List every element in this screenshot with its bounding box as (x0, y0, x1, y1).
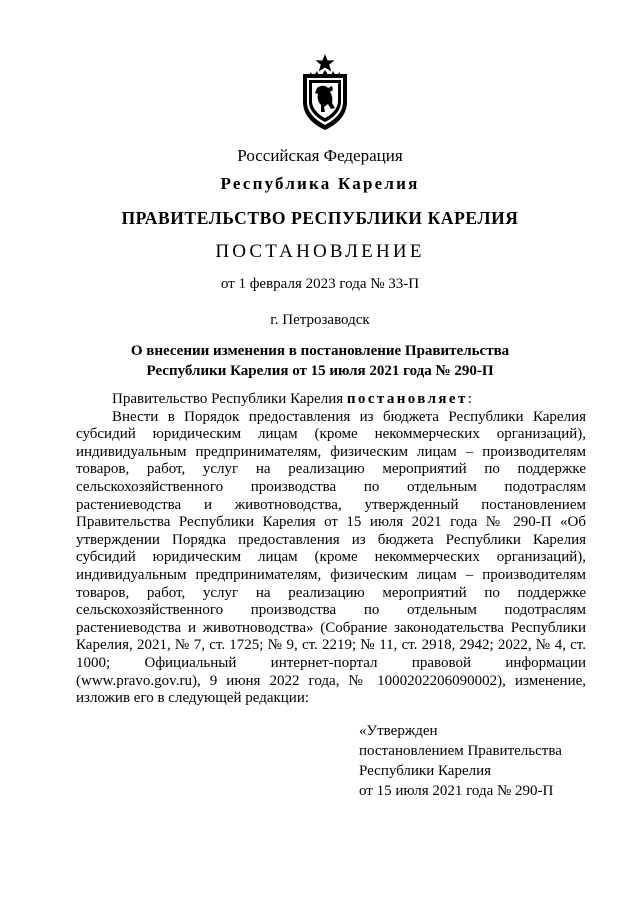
main-paragraph: Внести в Порядок предоставления из бюджета Республики Карелия субсидий юридическим лицам (кроме некоммерческих организаций), индивидуальным предпринимателям, физическим лицам – производителям товаров, работ, услуг на реализацию мероприятий по поддержке сельскохозяйственного производства по отдельным подотраслям растениеводства и животноводства, утвержденный постановлением Правительства Республики Карелия от 15 июля 2021 года № 290-П «Об утверждении Порядка предоставления из бюджета Республики Карелия субсидий юридическим лицам (кроме некоммерческих организаций), индивидуальным предпринимателям, физическим лицам – производителям товаров, работ, услуг на реализацию мероприятий по поддержке сельскохозяйственного производства по отдельным подотраслям растениеводства и животноводства» (Собрание законодательства Республики Карелия, 2021, № 7, ст. 1725; № 9, ст. 2219; № 11, ст. 2918, 2942; 2022, № 4, ст. 1000; Официальный интернет-портал правовой информации (www.pravo.gov.ru), 9 июня 2022 года, № 1000202206090002), изменение, изложив его в следующей редакции: (76, 408, 586, 707)
republic-name: Республика Карелия (220, 174, 420, 193)
decree-subject (0, 341, 640, 381)
approval-line-1: «Утвержден (359, 723, 438, 739)
city: г. Петрозаводск (270, 312, 370, 328)
country-name: Российская Федерация (237, 146, 403, 165)
decree-body (76, 391, 586, 708)
intro-suffix: : (467, 391, 472, 407)
approval-line-2: постановлением Правительства (359, 743, 562, 759)
date-number: от 1 февраля 2023 года № 33-П (220, 276, 420, 292)
approval-line-3: Республики Карелия (359, 763, 492, 779)
intro-prefix: Правительство Республики Карелия (112, 391, 347, 407)
intro-keyword: постановляет (346, 391, 468, 407)
intro-paragraph (76, 391, 586, 409)
subject-line-2: Республики Карелия от 15 июля 2021 года № 290-П (146, 363, 494, 379)
karelia-coat-of-arms-icon (295, 52, 355, 132)
government-name: ПРАВИТЕЛЬСТВО РЕСПУБЛИКИ КАРЕЛИЯ (121, 208, 519, 228)
approval-block (359, 721, 562, 801)
approval-line-4: от 15 июля 2021 года № 290-П (359, 783, 554, 799)
subject-line-1: О внесении изменения в постановление Правительства (130, 343, 510, 359)
document-type: ПОСТАНОВЛЕНИЕ (215, 241, 425, 262)
